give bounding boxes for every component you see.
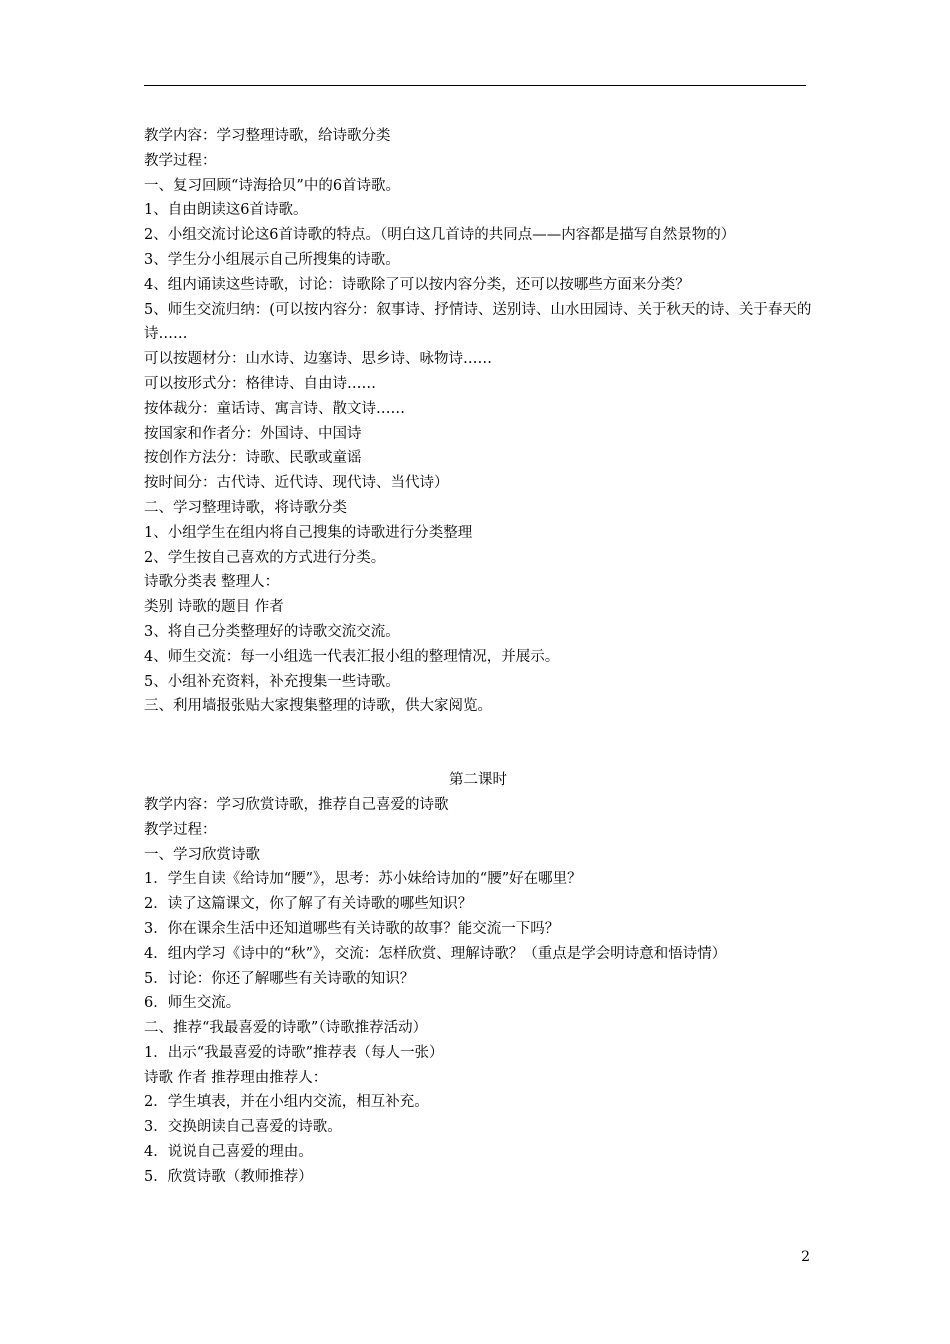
body-line: 教学过程：	[144, 152, 217, 169]
body-line: 一、学习欣赏诗歌	[144, 846, 260, 863]
body-line: 1、小组学生在组内将自己搜集的诗歌进行分类整理	[144, 524, 473, 541]
lesson-two-section	[144, 768, 812, 1190]
body-line: 1．出示“我最喜爱的诗歌”推荐表（每人一张）	[144, 1044, 444, 1061]
body-line: 类别 诗歌的题目 作者	[144, 599, 284, 616]
document-body	[144, 124, 812, 1190]
body-line: 按国家和作者分：外国诗、中国诗	[144, 425, 362, 442]
section-heading: 第二课时	[449, 772, 507, 789]
body-line: 二、推荐“我最喜爱的诗歌”（诗歌推荐活动）	[144, 1020, 428, 1037]
body-line: 3．交换朗读自己喜爱的诗歌。	[144, 1119, 342, 1136]
body-line: 3、学生分小组展示自己所搜集的诗歌。	[144, 251, 400, 268]
body-line: 诗歌分类表 整理人：	[144, 574, 280, 591]
body-line: 可以按题材分：山水诗、边塞诗、思乡诗、咏物诗……	[144, 351, 492, 368]
body-line: 2、学生按自己喜欢的方式进行分类。	[144, 549, 386, 566]
body-line: 按时间分：古代诗、近代诗、现代诗、当代诗）	[144, 475, 449, 492]
lesson-one-section	[144, 124, 812, 719]
body-line: 一、复习回顾“诗海拾贝”中的6首诗歌。	[144, 177, 401, 194]
body-line: 4．组内学习《诗中的“秋”》，交流：怎样欣赏、理解诗歌？（重点是学会明诗意和悟诗情）	[144, 945, 727, 962]
header-rule	[144, 85, 806, 86]
body-line: 3．你在课余生活中还知道哪些有关诗歌的故事？能交流一下吗？	[144, 920, 560, 937]
body-line: 5．欣赏诗歌（教师推荐）	[144, 1168, 313, 1185]
body-line: 1．学生自读《给诗加“腰”》，思考：苏小妹给诗加的“腰”好在哪里？	[144, 871, 582, 888]
body-line: 5、小组补充资料，补充搜集一些诗歌。	[144, 673, 400, 690]
body-line: 4、组内诵读这些诗歌，讨论：诗歌除了可以按内容分类，还可以按哪些方面来分类？	[144, 276, 690, 293]
body-line: 4、师生交流：每一小组选一代表汇报小组的整理情况，并展示。	[144, 648, 560, 665]
body-line: 三、利用墙报张贴大家搜集整理的诗歌，供大家阅览。	[144, 698, 492, 715]
body-line: 教学过程：	[144, 821, 217, 838]
body-line: 教学内容：学习整理诗歌，给诗歌分类	[144, 128, 391, 144]
body-line: 按创作方法分：诗歌、民歌或童谣	[144, 450, 362, 467]
body-line: 教学内容：学习欣赏诗歌，推荐自己喜爱的诗歌	[144, 796, 449, 813]
body-line: 5、师生交流归纳：(可以按内容分：叙事诗、抒情诗、送别诗、山水田园诗、关于秋天的诗、关于春天的诗……	[144, 301, 812, 343]
body-line: 按体裁分：童话诗、寓言诗、散文诗……	[144, 400, 405, 417]
body-line: 可以按形式分：格律诗、自由诗……	[144, 375, 376, 392]
page-number: 2	[801, 1249, 810, 1265]
body-line: 2．读了这篇课文，你了解了有关诗歌的哪些知识？	[144, 896, 473, 913]
body-line: 2．学生填表，并在小组内交流，相互补充。	[144, 1094, 429, 1111]
body-line: 4．说说自己喜爱的理由。	[144, 1144, 313, 1161]
body-line: 3、将自己分类整理好的诗歌交流交流。	[144, 623, 400, 640]
body-line: 二、学习整理诗歌，将诗歌分类	[144, 499, 347, 516]
body-line: 2、小组交流讨论这6首诗歌的特点。（明白这几首诗的共同点——内容都是描写自然景物的）	[144, 227, 736, 244]
section-spacer	[144, 719, 812, 768]
body-line: 诗歌 作者 推荐理由推荐人：	[144, 1069, 328, 1086]
body-line: 6．师生交流。	[144, 995, 241, 1012]
body-line: 1、自由朗读这6首诗歌。	[144, 202, 308, 219]
body-line: 5．讨论：你还了解哪些有关诗歌的知识？	[144, 970, 415, 987]
